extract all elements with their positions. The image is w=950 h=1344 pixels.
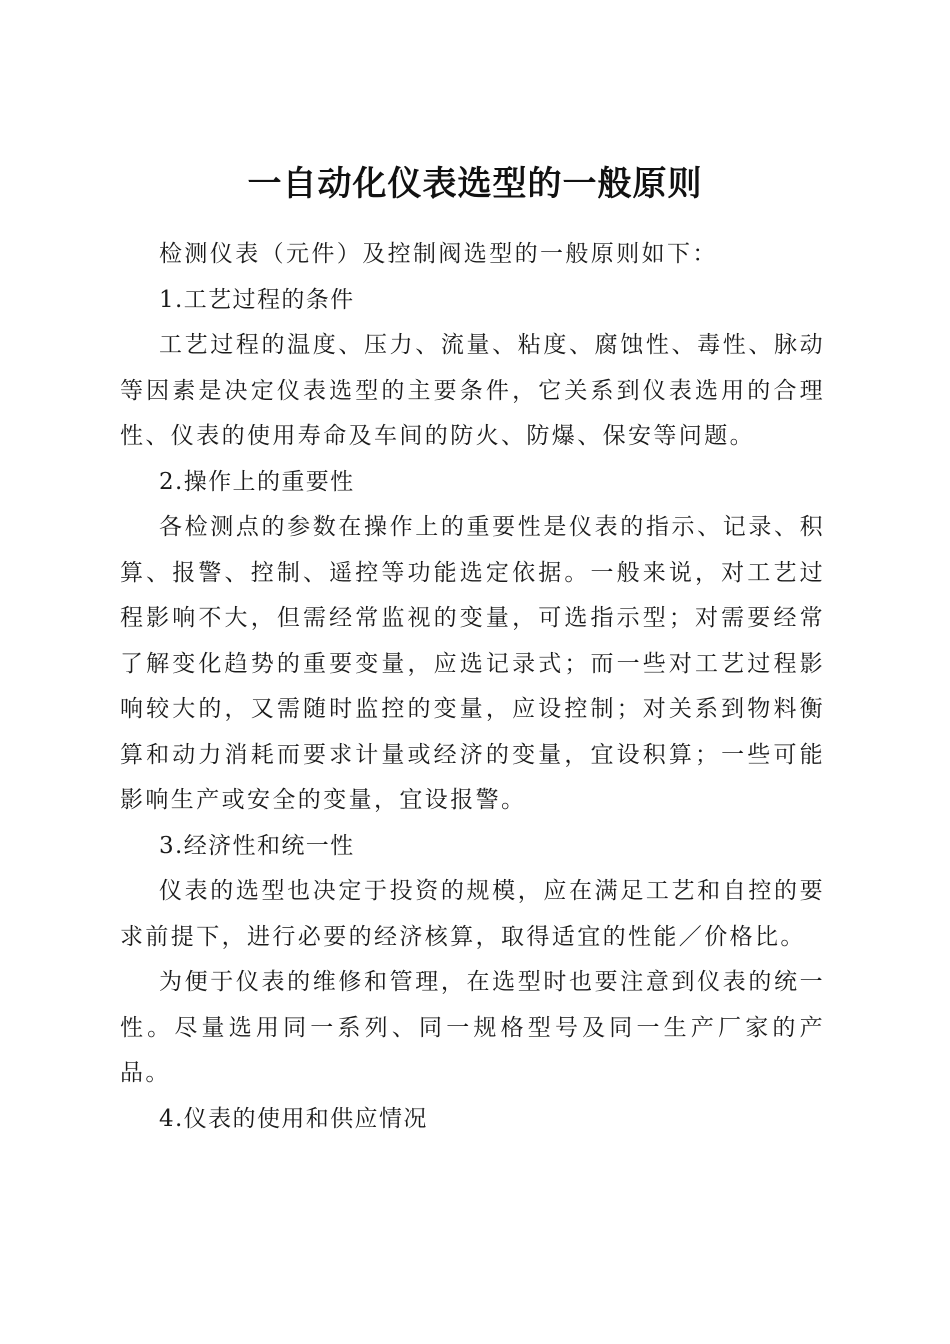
document-body (120, 232, 825, 1142)
section-heading-2: 2.操作上的重要性 (159, 468, 355, 495)
section-heading-4: 4.仪表的使用和供应情况 (159, 1105, 428, 1132)
section-heading-1: 1.工艺过程的条件 (159, 286, 355, 313)
document-title: 一自动化仪表选型的一般原则 (247, 163, 703, 204)
section-2-paragraph: 各检测点的参数在操作上的重要性是仪表的指示、记录、积算、报警、控制、遥控等功能选定依据。一般来说，对工艺过程影响不大，但需经常监视的变量，可选指示型；对需要经常了解变化趋势的重要变量，应选记录式；而一些对工艺过程影响较大的，又需随时监控的变量，应设控制；对关系到物料衡算和动力消耗而要求计量或经济的变量，宜设积算；一些可能影响生产或安全的变量，宜设报警。 (120, 514, 825, 813)
section-heading-3: 3.经济性和统一性 (159, 832, 355, 859)
intro-paragraph: 检测仪表（元件）及控制阀选型的一般原则如下： (159, 241, 718, 267)
section-1-paragraph: 工艺过程的温度、压力、流量、粘度、腐蚀性、毒性、脉动等因素是决定仪表选型的主要条件，它关系到仪表选用的合理性、仪表的使用寿命及车间的防火、防爆、保安等问题。 (120, 332, 825, 449)
section-3-paragraph-1: 仪表的选型也决定于投资的规模，应在满足工艺和自控的要求前提下，进行必要的经济核算，取得适宜的性能／价格比。 (120, 878, 825, 950)
section-3-paragraph-2: 为便于仪表的维修和管理，在选型时也要注意到仪表的统一性。尽量选用同一系列、同一规格型号及同一生产厂家的产品。 (120, 969, 825, 1086)
